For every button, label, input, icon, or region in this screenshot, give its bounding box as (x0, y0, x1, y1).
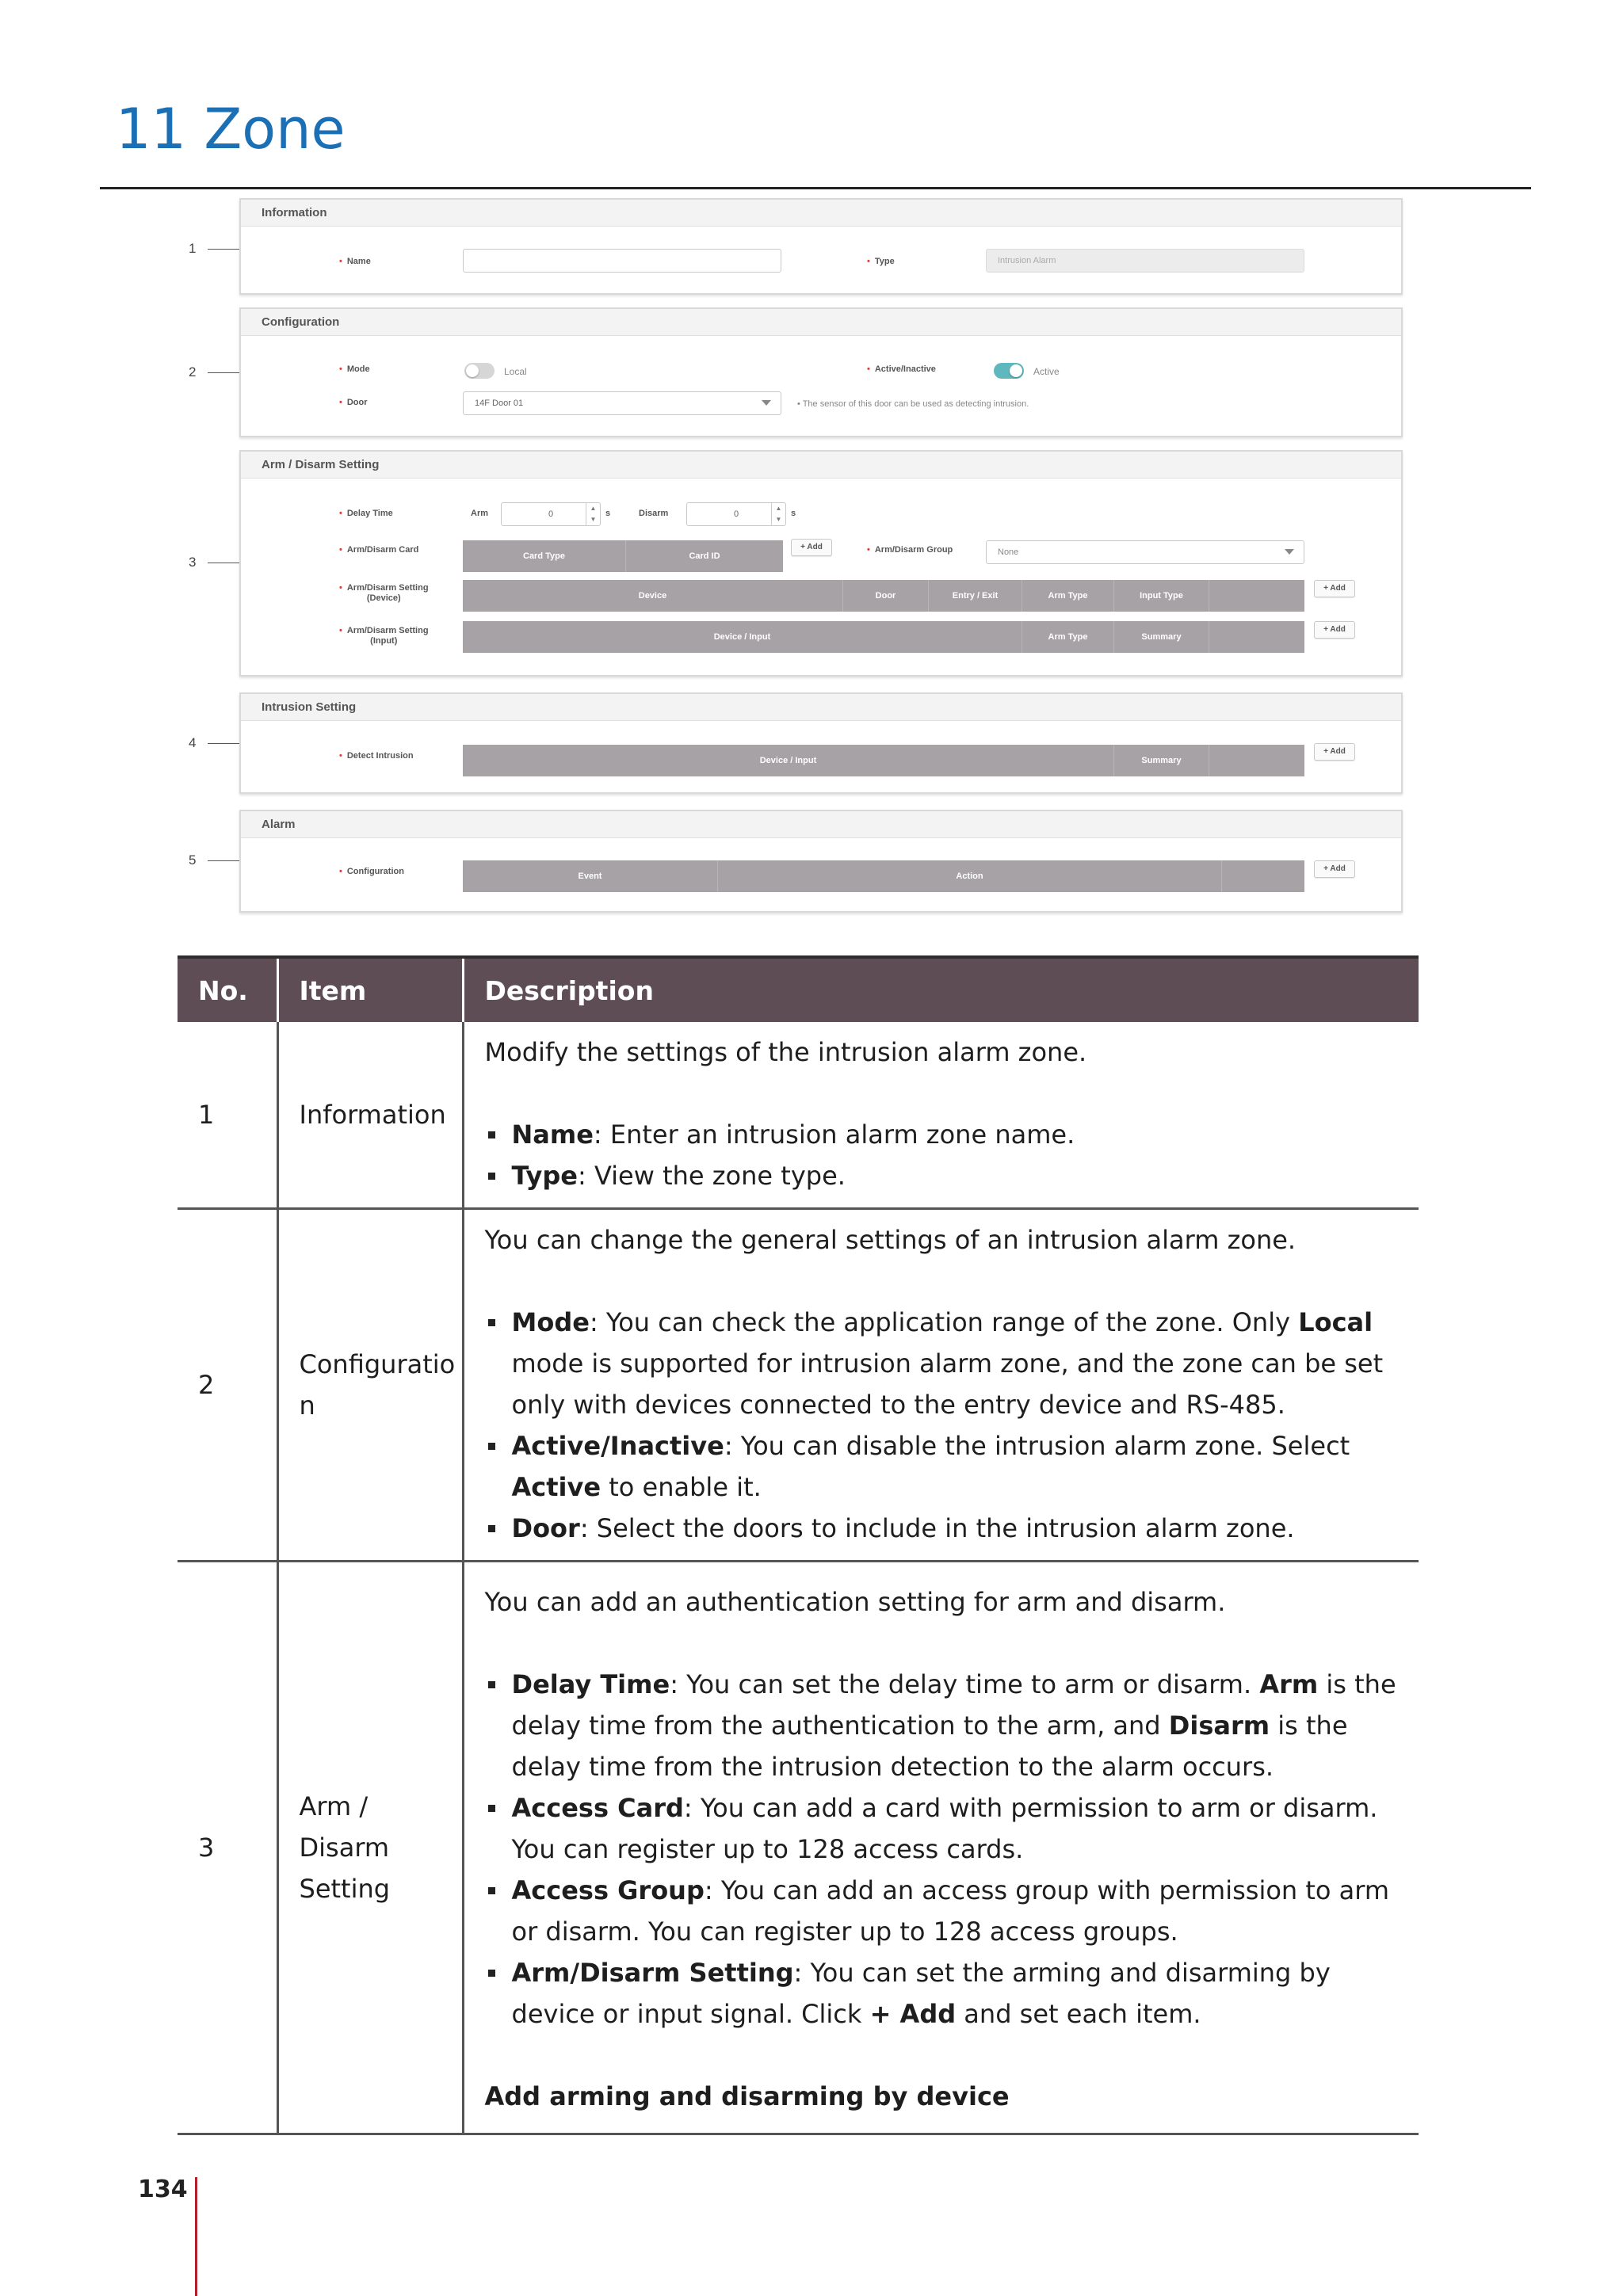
row-intro: You can add an authentication setting for arm and disarm. (484, 1587, 1226, 1617)
callout-1: 1 (189, 241, 197, 256)
add-device-button[interactable]: + Add (1314, 580, 1355, 597)
table-row (178, 1022, 1419, 1209)
information-section-title: Information (262, 206, 327, 219)
intrusion-section-title: Intrusion Setting (262, 700, 357, 714)
arm-disarm-card-label: • Arm/Disarm Card (339, 545, 419, 555)
list-item: Access Group: You can add an access group with permission to arm or disarm. You can register up to 128 access groups. (485, 1870, 1399, 1952)
row-number: 3 (178, 1562, 277, 2134)
input-arm-type-column: Arm Type (1022, 621, 1114, 653)
card-type-column: Card Type (463, 540, 626, 572)
table-header-row (178, 957, 1419, 1022)
arm-type-column: Arm Type (1022, 580, 1114, 612)
no-header: No. (178, 957, 277, 1022)
arm-disarm-group-select[interactable]: None (986, 540, 1304, 564)
callout-5: 5 (189, 852, 197, 868)
arm-disarm-section (239, 450, 1403, 677)
device-input-column: Device / Input (463, 621, 1022, 653)
input-summary-column: Summary (1114, 621, 1209, 653)
add-card-button[interactable]: + Add (791, 539, 832, 556)
callout-2: 2 (189, 364, 197, 379)
arm-disarm-input-label: • Arm/Disarm Setting (Input) (339, 626, 429, 646)
row-description (463, 1209, 1419, 1562)
list-item: Access Card: You can add a card with permission to arm or disarm. You can register up to 128 access cards. (485, 1787, 1399, 1870)
add-alarm-button[interactable]: + Add (1314, 860, 1355, 878)
type-field: Intrusion Alarm (986, 249, 1304, 273)
row-item: Configuratio n (277, 1209, 463, 1562)
arm-disarm-device-label: • Arm/Disarm Setting (Device) (339, 583, 429, 603)
description-table (178, 955, 1419, 2135)
description-header: Description (463, 957, 1419, 1022)
action-column: Action (718, 860, 1222, 892)
disarm-label: Disarm (639, 509, 669, 518)
page-margin-bar (195, 2177, 197, 2296)
table-row (178, 1562, 1419, 2134)
arm-disarm-group-label: • Arm/Disarm Group (867, 545, 953, 555)
active-inactive-label: • Active/Inactive (867, 364, 936, 374)
disarm-unit: s (791, 509, 796, 518)
device-column: Device (463, 580, 843, 612)
delay-time-label: • Delay Time (339, 509, 393, 518)
arm-disarm-section-title: Arm / Disarm Setting (262, 458, 380, 471)
row-description (463, 1022, 1419, 1209)
door-column: Door (843, 580, 929, 612)
add-intrusion-button[interactable]: + Add (1314, 743, 1355, 761)
list-item: Active/Inactive: You can disable the intrusion alarm zone. Select Active to enable it. (485, 1425, 1399, 1508)
add-input-button[interactable]: + Add (1314, 621, 1355, 639)
page-title: 11 Zone (116, 97, 346, 162)
arm-label: Arm (471, 509, 489, 518)
active-toggle[interactable] (994, 363, 1024, 379)
card-id-column: Card ID (689, 551, 720, 561)
alarm-section (239, 810, 1403, 913)
door-label: • Door (339, 398, 368, 407)
list-item: Name: Enter an intrusion alarm zone name. (485, 1114, 1399, 1155)
item-header: Item (277, 957, 463, 1022)
detect-intrusion-label: • Detect Intrusion (339, 751, 414, 761)
row-number: 1 (178, 1022, 277, 1209)
row-item: Information (277, 1022, 463, 1209)
name-label: • Name (339, 257, 371, 266)
name-input[interactable] (463, 249, 781, 273)
active-value: Active (1033, 366, 1060, 377)
entry-exit-column: Entry / Exit (929, 580, 1022, 612)
information-section (239, 198, 1403, 295)
intrusion-section (239, 692, 1403, 794)
row-intro: You can change the general settings of an intrusion alarm zone. (484, 1225, 1296, 1255)
list-item: Door: Select the doors to include in the intrusion alarm zone. (485, 1508, 1399, 1549)
row-intro: Modify the settings of the intrusion alarm zone. (484, 1037, 1087, 1067)
chevron-down-icon (1285, 549, 1294, 555)
callout-4: 4 (189, 735, 197, 750)
arm-delay-input[interactable]: 0 ▲ ▼ (501, 502, 601, 526)
type-label: • Type (867, 257, 895, 266)
configuration-section (239, 307, 1403, 437)
arm-unit: s (605, 509, 611, 518)
list-item: Mode: You can check the application range of the zone. Only Local mode is supported for intrusion alarm zone, and the zone can be set only with devices connected to the entry device and RS-485. (485, 1302, 1399, 1425)
mode-toggle[interactable] (464, 363, 495, 379)
list-item: Delay Time: You can set the delay time to arm or disarm. Arm is the delay time from the authentication to the arm, and Disarm is the delay time from the intrusion detection to the alarm occurs. (485, 1664, 1399, 1787)
alarm-configuration-label: • Configuration (339, 867, 404, 876)
intrusion-device-input-column: Device / Input (463, 745, 1114, 776)
row-number: 2 (178, 1209, 277, 1562)
chevron-down-icon (762, 400, 771, 406)
list-item: Type: View the zone type. (485, 1155, 1399, 1196)
zone-settings-screenshot (0, 0, 1623, 919)
door-note: • The sensor of this door can be used as detecting intrusion. (797, 399, 1029, 409)
disarm-delay-input[interactable]: 0 ▲ ▼ (686, 502, 786, 526)
alarm-section-title: Alarm (262, 818, 296, 831)
callout-3: 3 (189, 555, 197, 570)
table-row (178, 1209, 1419, 1562)
door-select[interactable]: 14F Door 01 (463, 391, 781, 415)
mode-label: • Mode (339, 364, 370, 374)
row-item: Arm / Disarm Setting (277, 1562, 463, 2134)
configuration-section-title: Configuration (262, 315, 340, 329)
alarm-grid-header (463, 860, 1304, 892)
intrusion-summary-column: Summary (1114, 745, 1209, 776)
mode-value: Local (504, 366, 527, 377)
card-grid-header (463, 540, 783, 572)
input-grid-header (463, 621, 1304, 653)
page-number: 134 (138, 2176, 188, 2203)
intrusion-grid-header (463, 745, 1304, 776)
list-item: Arm/Disarm Setting: You can set the arming and disarming by device or input signal. Click + Add and set each item. (485, 1952, 1399, 2035)
row-description (463, 1562, 1419, 2134)
row-subheading: Add arming and disarming by device (484, 2081, 1010, 2111)
device-grid-header (463, 580, 1304, 612)
event-column: Event (463, 860, 718, 892)
input-type-column: Input Type (1114, 580, 1209, 612)
